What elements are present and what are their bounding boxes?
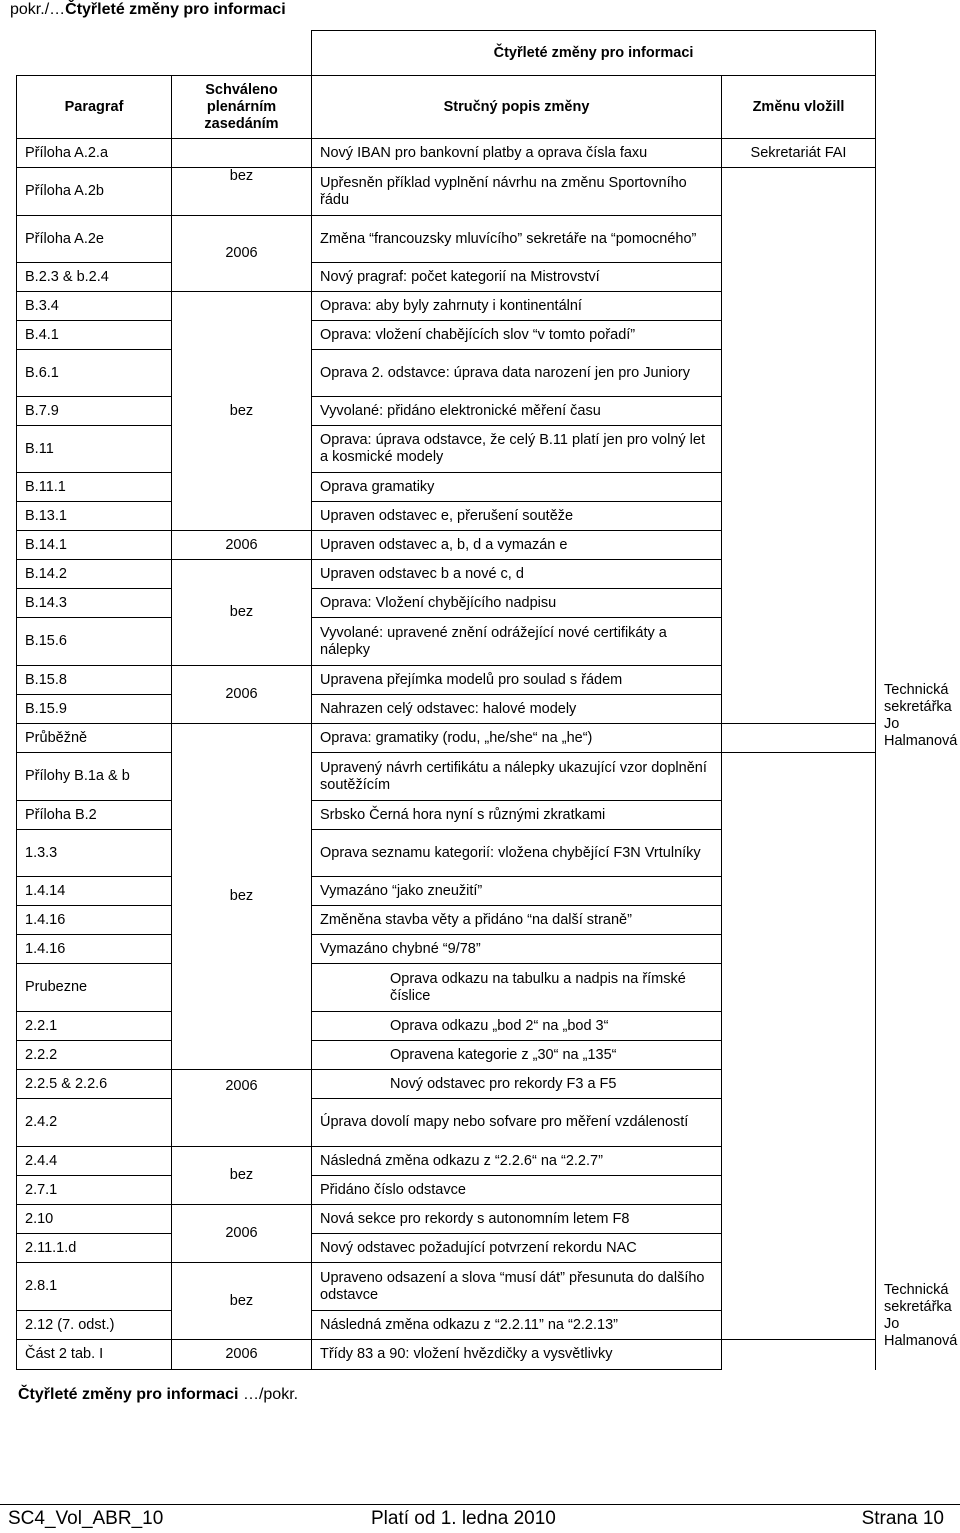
paragraf-cell: 2.4.4 xyxy=(17,1147,172,1176)
paragraf-cell: 2.2.5 & 2.2.6 xyxy=(17,1070,172,1099)
inserted-by-cell xyxy=(722,168,876,724)
description-cell: Upřesněn příklad vyplnění návrhu na změnu Sportovního řádu xyxy=(312,168,722,216)
paragraf-cell: Průběžně xyxy=(17,724,172,753)
description-cell: Oprava: vložení chabějících slov “v tomto pořadí” xyxy=(312,321,722,350)
closing-suffix: …/pokr. xyxy=(238,1386,299,1403)
paragraf-cell: B.11 xyxy=(17,426,172,473)
approved-cell: bez xyxy=(172,560,312,666)
paragraf-cell: 2.2.1 xyxy=(17,1012,172,1041)
table-row: B.15.8 2006 Upravena přejímka modelů pro soulad s řádem Technická sekretářka Jo Halmanová xyxy=(17,666,876,695)
approved-cell: bez xyxy=(172,292,312,531)
changes-table xyxy=(16,30,958,1370)
description-cell: Oprava gramatiky xyxy=(312,473,722,502)
page-header xyxy=(10,0,286,20)
col-header-paragraf: Paragraf xyxy=(17,76,172,139)
approved-cell: bez xyxy=(172,1147,312,1205)
footer-page-number: Strana 10 xyxy=(861,1508,944,1529)
description-cell: Přidáno číslo odstavce xyxy=(312,1176,722,1205)
description-cell: Vymazáno “jako zneužití” xyxy=(312,877,722,906)
description-cell: Upraven odstavec e, přerušení soutěže xyxy=(312,502,722,531)
paragraf-cell: B.3.4 xyxy=(17,292,172,321)
approved-cell: 2006 xyxy=(172,1340,312,1370)
table-row xyxy=(17,724,876,753)
col-header-popis: Stručný popis změny xyxy=(312,76,722,139)
paragraf-cell: 2.8.1 xyxy=(17,1263,172,1311)
paragraf-cell: Přílohy B.1a & b xyxy=(17,753,172,801)
description-cell: Upraven odstavec b a nové c, d xyxy=(312,560,722,589)
description-cell: Upravena přejímka modelů pro soulad s řádem xyxy=(312,666,722,695)
footer-divider xyxy=(0,1504,960,1505)
col-header-vlozil: Změnu vložill xyxy=(722,76,876,139)
approved-cell: 2006 xyxy=(172,1070,312,1147)
table-row xyxy=(17,139,876,168)
description-cell: Vyvolané: přidáno elektronické měření času xyxy=(312,397,722,426)
paragraf-cell: B.14.2 xyxy=(17,560,172,589)
footer-valid-from: Platí od 1. ledna 2010 xyxy=(371,1508,556,1529)
description-cell: Upraven odstavec a, b, d a vymazán e xyxy=(312,531,722,560)
description-cell: Vymazáno chybné “9/78” xyxy=(312,935,722,964)
approved-cell: bez xyxy=(172,724,312,1070)
description-cell: Změna “francouzsky mluvícího” sekretáře na “pomocného” xyxy=(312,216,722,263)
paragraf-cell: 2.10 xyxy=(17,1205,172,1234)
description-cell: Úprava dovolí mapy nebo sofvare pro měření vzdáleností xyxy=(312,1099,722,1147)
paragraf-cell: B.15.9 xyxy=(17,695,172,724)
approved-cell: 2006 xyxy=(172,666,312,724)
paragraf-cell: B.2.3 & b.2.4 xyxy=(17,263,172,292)
paragraf-cell: B.6.1 xyxy=(17,350,172,397)
description-cell: Vyvolané: upravené znění odrážející nové certifikáty a nálepky xyxy=(312,618,722,666)
header-title: Čtyřleté změny pro informaci xyxy=(65,1,286,18)
description-cell: Oprava: úprava odstavce, že celý B.11 platí jen pro volný let a kosmické modely xyxy=(312,426,722,473)
paragraf-cell: B.4.1 xyxy=(17,321,172,350)
paragraf-cell: 1.4.14 xyxy=(17,877,172,906)
paragraf-cell: B.13.1 xyxy=(17,502,172,531)
paragraf-cell: B.7.9 xyxy=(17,397,172,426)
description-cell: Srbsko Černá hora nyní s různými zkratkami xyxy=(312,801,722,830)
paragraf-cell: 1.4.16 xyxy=(17,906,172,935)
paragraf-cell: Prubezne xyxy=(17,964,172,1012)
paragraf-cell: Část 2 tab. I xyxy=(17,1340,172,1370)
paragraf-cell: Příloha A.2b xyxy=(17,168,172,216)
paragraf-cell: 2.4.2 xyxy=(17,1099,172,1147)
paragraf-cell: 1.4.16 xyxy=(17,935,172,964)
paragraf-cell: 2.7.1 xyxy=(17,1176,172,1205)
approved-cell: bez xyxy=(172,1263,312,1340)
paragraf-cell: 1.3.3 xyxy=(17,830,172,877)
description-cell: Nový odstavec pro rekordy F3 a F5 xyxy=(312,1070,722,1099)
description-cell: Oprava odkazu „bod 2“ na „bod 3“ xyxy=(312,1012,722,1041)
description-cell: Nový odstavec požadující potvrzení rekordu NAC xyxy=(312,1234,722,1263)
description-cell: Oprava: aby byly zahrnuty i kontinentální xyxy=(312,292,722,321)
paragraf-cell: 2.11.1.d xyxy=(17,1234,172,1263)
header-prefix: pokr./… xyxy=(10,1,66,18)
paragraf-cell: Příloha A.2e xyxy=(17,216,172,263)
description-cell: Nová sekce pro rekordy s autonomním letem F8 xyxy=(312,1205,722,1234)
closing-title-text: Čtyřleté změny pro informaci xyxy=(18,1386,239,1403)
table-title: Čtyřleté změny pro informaci xyxy=(312,31,876,76)
approved-cell: 2006 xyxy=(172,216,312,292)
paragraf-cell: 2.2.2 xyxy=(17,1041,172,1070)
paragraf-cell: B.14.3 xyxy=(17,589,172,618)
paragraf-cell: B.15.6 xyxy=(17,618,172,666)
inserted-by-cell xyxy=(722,753,876,1340)
approved-cell: bez xyxy=(172,168,312,216)
table-row xyxy=(17,1340,876,1370)
description-cell: Oprava: Vložení chybějícího nadpisu xyxy=(312,589,722,618)
description-cell: Nahrazen celý odstavec: halové modely xyxy=(312,695,722,724)
description-cell: Nový pragraf: počet kategorií na Mistrovství xyxy=(312,263,722,292)
description-cell: Oprava odkazu na tabulku a nadpis na římské číslice xyxy=(312,964,722,1012)
paragraf-cell: B.15.8 xyxy=(17,666,172,695)
description-cell: Následná změna odkazu z “2.2.11” na “2.2.13” xyxy=(312,1311,722,1340)
description-cell: Oprava: gramatiky (rodu, „he/she“ na „he“) xyxy=(312,724,722,753)
description-cell: Oprava 2. odstavce: úprava data narození jen pro Juniory xyxy=(312,350,722,397)
table-row: 2.8.1 bez Upraveno odsazení a slova “musí dát” přesunuta do dalšího odstavce Technická sekretářka Jo Halmanová xyxy=(17,1263,876,1311)
inserted-by-cell: Sekretariát FAI xyxy=(722,139,876,168)
description-cell: Opravena kategorie z „30“ na „135“ xyxy=(312,1041,722,1070)
paragraf-cell: Příloha B.2 xyxy=(17,801,172,830)
description-cell: Oprava seznamu kategorií: vložena chybějící F3N Vrtulníky xyxy=(312,830,722,877)
col-header-schvaleno: Schváleno plenárním zasedáním xyxy=(172,76,312,139)
footer-doc-id: SC4_Vol_ABR_10 xyxy=(8,1508,164,1529)
table-row xyxy=(17,753,876,801)
description-cell: Třídy 83 a 90: vložení hvězdičky a vysvětlivky xyxy=(312,1340,722,1370)
description-cell: Následná změna odkazu z “2.2.6“ na “2.2.7” xyxy=(312,1147,722,1176)
closing-title xyxy=(18,1385,298,1405)
table-row xyxy=(17,168,876,216)
description-cell: Změněna stavba věty a přidáno “na další straně” xyxy=(312,906,722,935)
description-cell: Nový IBAN pro bankovní platby a oprava čísla faxu xyxy=(312,139,722,168)
paragraf-cell: 2.12 (7. odst.) xyxy=(17,1311,172,1340)
description-cell: Upraveno odsazení a slova “musí dát” přesunuta do dalšího odstavce xyxy=(312,1263,722,1311)
paragraf-cell: B.14.1 xyxy=(17,531,172,560)
paragraf-cell: B.11.1 xyxy=(17,473,172,502)
paragraf-cell: Příloha A.2.a xyxy=(17,139,172,168)
approved-cell: 2006 xyxy=(172,531,312,560)
description-cell: Upravený návrh certifikátu a nálepky ukazující vzor doplnění soutěžícím xyxy=(312,753,722,801)
approved-cell: 2006 xyxy=(172,1205,312,1263)
